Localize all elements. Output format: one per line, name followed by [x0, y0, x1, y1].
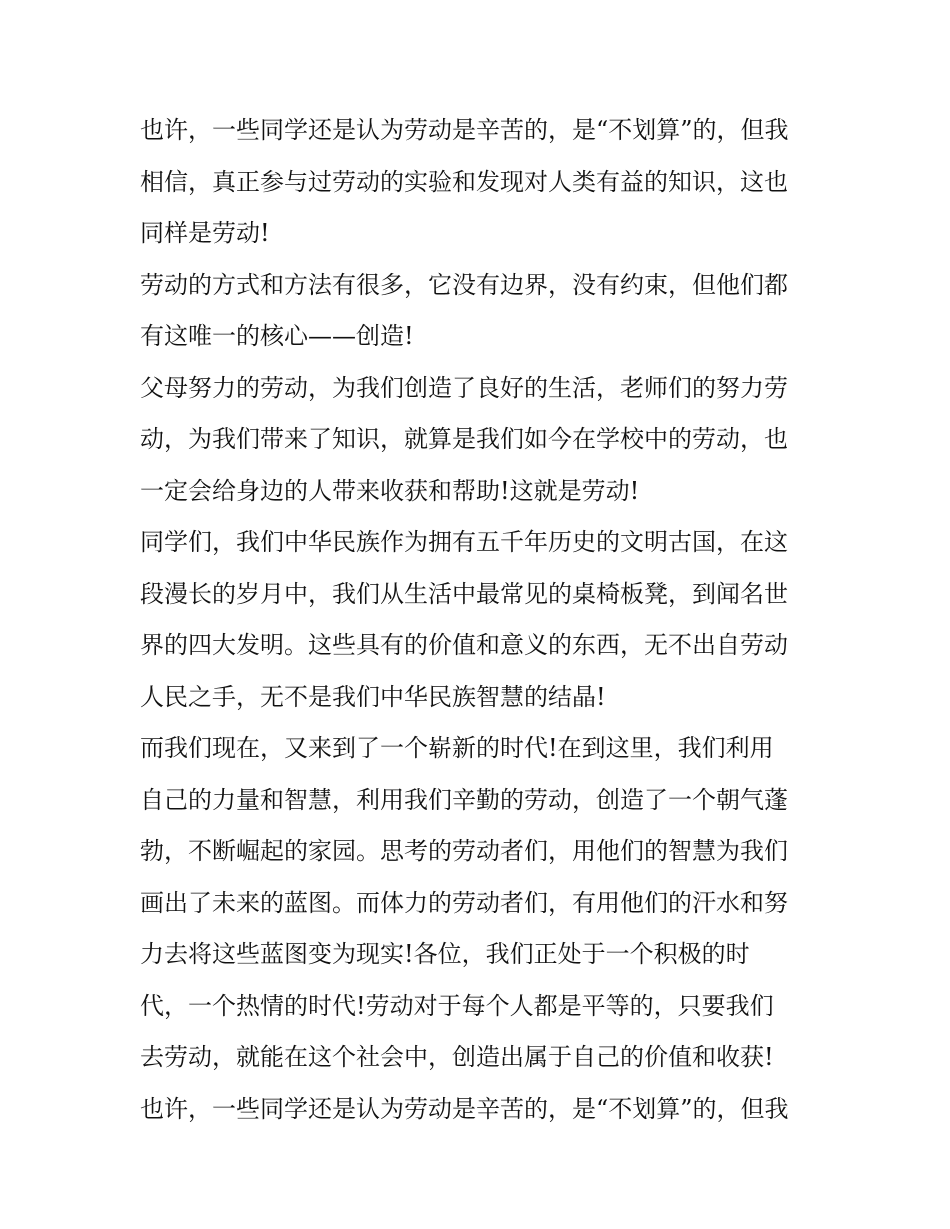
- text-line: 一定会给身边的人带来收获和帮助!这就是劳动!: [140, 476, 640, 505]
- text-line: 有这唯一的核心——创造!: [140, 322, 414, 350]
- text-line: 也许，一些同学还是认为劳动是辛苦的，是“不划算”的，但我: [140, 116, 789, 144]
- text-line: 画出了未来的蓝图。而体力的劳动者们，有用他们的汗水和努: [140, 888, 788, 917]
- text-line: 相信，真正参与过劳动的实验和发现对人类有益的知识，这也: [140, 167, 788, 196]
- text-line: 代，一个热情的时代!劳动对于每个人都是平等的，只要我们: [140, 991, 774, 1020]
- text-line: 父母努力的劳动，为我们创造了良好的生活，老师们的努力劳: [140, 373, 788, 402]
- text-line: 段漫长的岁月中，我们从生活中最常见的桌椅板凳，到闻名世: [140, 579, 788, 608]
- text-line: 同样是劳动!: [140, 219, 270, 247]
- text-line: 去劳动，就能在这个社会中，创造出属于自己的价值和收获!: [140, 1043, 774, 1071]
- text-line: 同学们，我们中华民族作为拥有五千年历史的文明古国，在这: [140, 528, 788, 556]
- body-text: [140, 105, 820, 1135]
- text-line: 动，为我们带来了知识，就算是我们如今在学校中的劳动，也: [140, 425, 788, 453]
- text-line: 自己的力量和智慧，利用我们辛勤的劳动，创造了一个朝气蓬: [140, 785, 788, 814]
- text-line: 力去将这些蓝图变为现实!各位，我们正处于一个积极的时: [140, 940, 750, 968]
- text-line: 界的四大发明。这些具有的价值和意义的东西，无不出自劳动: [140, 631, 788, 659]
- text-line: 也许，一些同学还是认为劳动是辛苦的，是“不划算”的，但我: [140, 1094, 789, 1123]
- text-line: 劳动的方式和方法有很多，它没有边界，没有约束，但他们都: [140, 270, 788, 299]
- text-line: 而我们现在，又来到了一个崭新的时代!在到这里，我们利用: [140, 734, 774, 762]
- text-line: 勃，不断崛起的家园。思考的劳动者们，用他们的智慧为我们: [140, 837, 788, 865]
- text-line: 人民之手，无不是我们中华民族智慧的结晶!: [140, 682, 606, 711]
